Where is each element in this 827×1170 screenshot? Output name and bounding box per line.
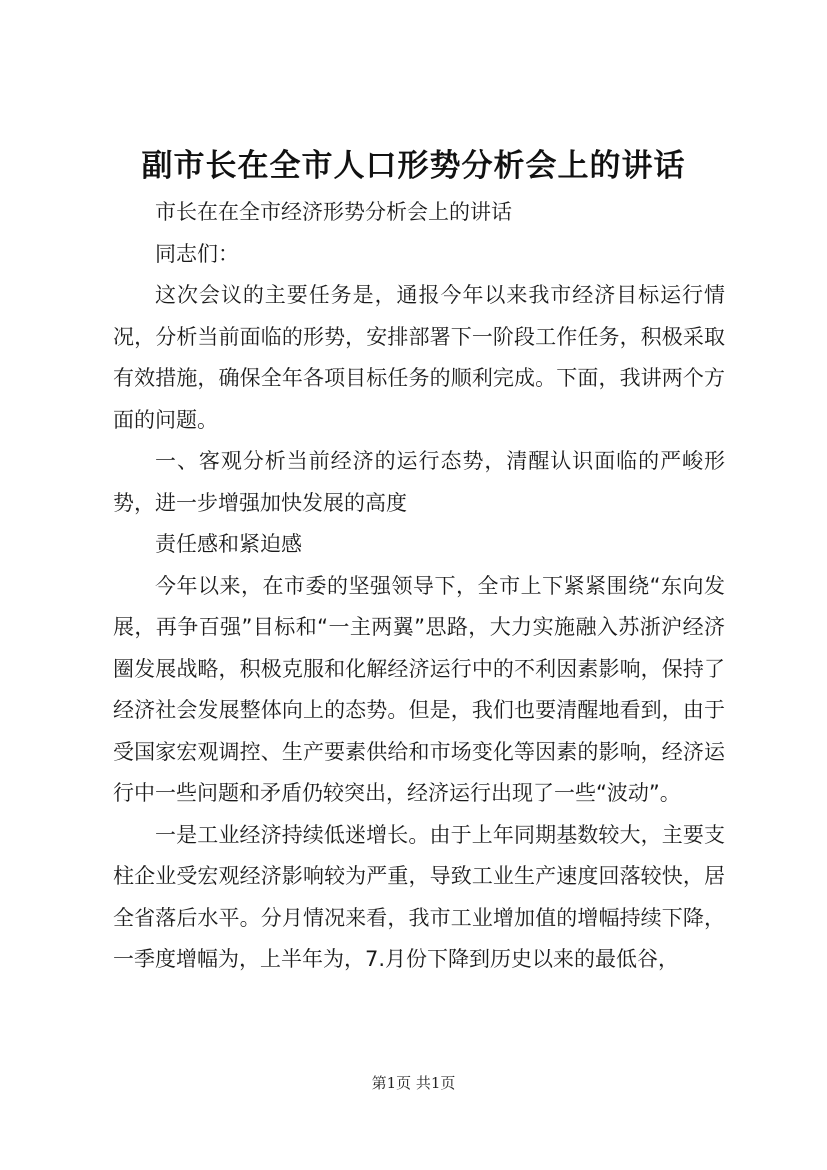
intro-paragraph: 这次会议的主要任务是，通报今年以来我市经济目标运行情况，分析当前面临的形势，安排部署下一阶段工作任务，积极采取有效措施，确保全年各项目标任务的顺利完成。下面，我讲两个方面的问题。: [113, 283, 725, 432]
salutation-paragraph: 同志们：: [155, 241, 239, 266]
page-number-footer: 第1页 共1页: [371, 1074, 456, 1092]
body-paragraph: 今年以来，在市委的坚强领导下，全市上下紧紧围绕“东向发展，再争百强”目标和“一主两翼”思路，大力实施融入苏浙沪经济圈发展战略，积极克服和化解经济运行中的不利因素影响，保持了经济社会发展整体向上的态势。但是，我们也要清醒地看到，由于受国家宏观调控、生产要素供给和市场变化等因素的影响，经济运行中一些问题和矛盾仍较突出，经济运行出现了一些“波动”。: [113, 573, 725, 805]
subtitle-paragraph: 市长在在全市经济形势分析会上的讲话: [155, 200, 512, 224]
section-heading-continuation: 责任感和紧迫感: [155, 532, 302, 556]
body-paragraph: 一是工业经济持续低迷增长。由于上年同期基数较大，主要支柱企业受宏观经济影响较为严重，导致工业生产速度回落较快，居全省落后水平。分月情况来看，我市工业增加值的增幅持续下降，一季度增幅为，上半年为，7.月份下降到历史以来的最低谷，: [113, 822, 725, 971]
document-title: 副市长在全市人口形势分析会上的讲话: [141, 148, 686, 184]
section-heading-paragraph: 一、客观分析当前经济的运行态势，清醒认识面临的严峻形势，进一步增强加快发展的高度: [113, 449, 725, 515]
document-body: [113, 192, 725, 981]
